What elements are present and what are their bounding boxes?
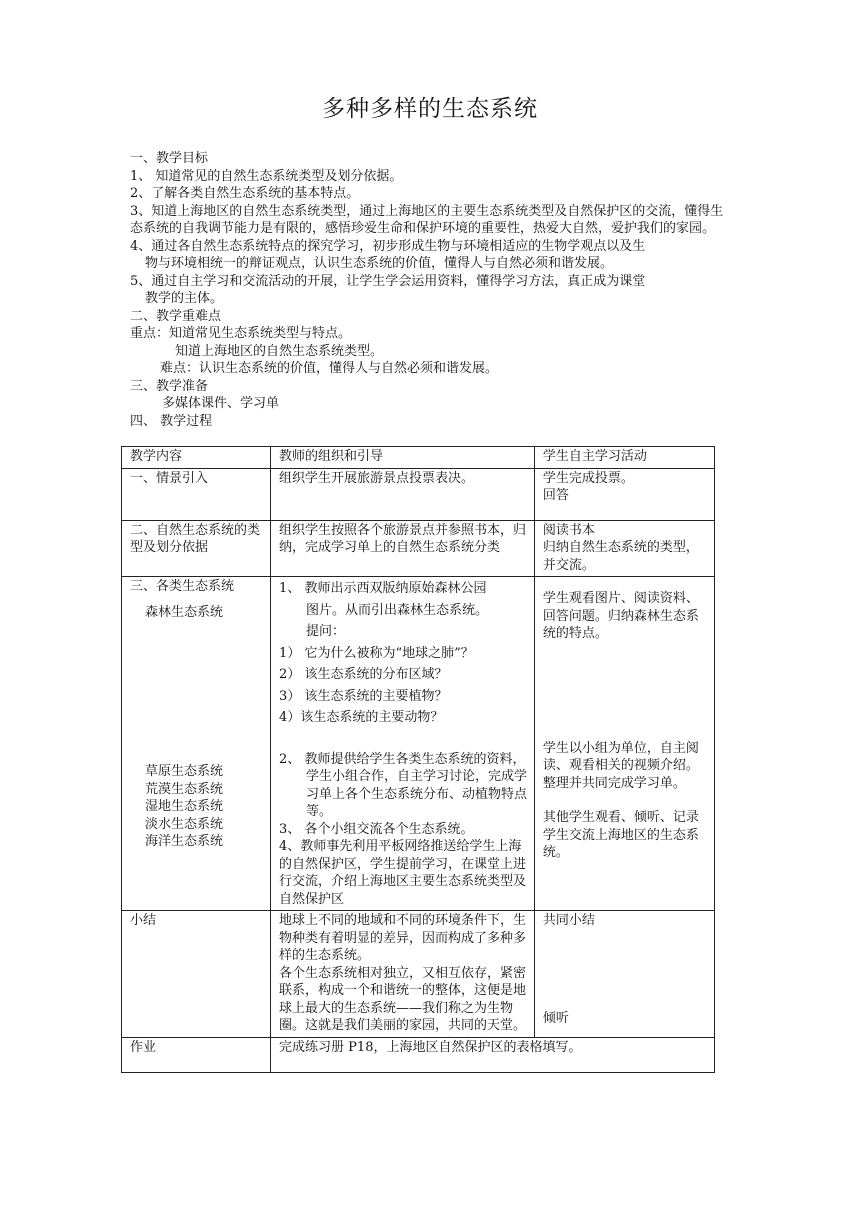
column-header: 教师的组织和引导 [271, 447, 535, 469]
goal-item: 5、通过自主学习和交流活动的开展，让学生学会运用资料，懂得学习方法，真正成为课堂 [130, 273, 646, 289]
goal-item: 教学的主体。 [145, 291, 224, 306]
table-cell: 小结 [122, 911, 271, 1038]
key-point: 知道上海地区的自然生态系统类型。 [175, 343, 384, 359]
question-item: 3） 该生态系统的主要植物？ [279, 688, 448, 704]
cell-line: 草原生态系统 [145, 764, 224, 779]
goal-item: 3、知道上海地区的自然生态系统类型，通过上海地区的主要生态系统类型及自然保护区的交流，懂得生态系统的自我调节能力是有限的，感悟珍爱生命和保护环境的重要性，热爱大自然，爱护我们的家园。 [130, 203, 724, 236]
cell-line: 共同小结 [542, 913, 595, 928]
cell-line: 各个生态系统相对独立，又相互依存，紧密联系，构成一个和谐统一的整体，这便是地球上最大的生态系统——我们称之为生物圈。这就是我们美丽的家园，共同的天堂。 [279, 965, 527, 1033]
cell-line: 提问： [306, 624, 346, 639]
table-header-row [122, 447, 715, 469]
cell-line: 海洋生态系统 [145, 834, 224, 849]
table-cell: 作业 [122, 1037, 271, 1072]
cell-line: 荒漠生态系统 [145, 781, 224, 797]
section-heading: 四、 教学过程 [130, 413, 213, 429]
column-header: 教学内容 [122, 447, 271, 469]
section-heading: 二、教学重难点 [130, 308, 222, 324]
cell-line: 4、教师事先利用平板网络推送给学生上海的自然保护区，学生提前学习，在课堂上进行交流，介绍上海地区主要生态系统类型及自然保护区 [279, 839, 527, 907]
goal-item: 4、通过各自然生态系统特点的探究学习，初步形成生物与环境相适应的生物学观点以及生 [130, 238, 646, 254]
cell-line: 三、各类生态系统 [130, 579, 235, 594]
lesson-process-table [121, 446, 715, 1073]
cell-line: 图片。从而引出森林生态系统。 [306, 602, 489, 618]
table-row [122, 468, 715, 520]
table-cell: 完成练习册 P18，上海地区自然保护区的表格填写。 [271, 1037, 715, 1072]
cell-line: 淡水生态系统 [145, 816, 224, 832]
question-item: 1） 它为什么被称为“地球之肺”？ [279, 645, 474, 661]
cell-line: 2、 教师提供给学生各类生态系统的资料，学生小组合作，自主学习讨论，完成学习单上各个生态系统分布、动植物特点等。 [279, 751, 528, 819]
table-row [122, 520, 715, 577]
cell-line: 地球上不同的地域和不同的环境条件下，生物种类有着明显的差异，因而构成了多种多样的生态系统。 [279, 913, 527, 963]
cell-line: 森林生态系统 [145, 604, 224, 620]
goal-item: 物与环境相统一的辩证观点，认识生态系统的价值，懂得人与自然必须和谐发展。 [145, 256, 614, 271]
table-row [122, 911, 715, 1038]
table-cell [122, 577, 271, 911]
cell-line: 阅读书本 [542, 522, 595, 538]
goal-item: 1、 知道常见的自然生态系统类型及划分依据。 [130, 168, 403, 184]
cell-line: 归纳自然生态系统的类型，并交流。 [542, 540, 699, 573]
table-row [122, 577, 715, 911]
column-header: 学生自主学习活动 [534, 447, 714, 469]
table-row [122, 1037, 715, 1072]
cell-line: 学生交流上海地区的生态系统。 [542, 827, 699, 860]
prep-item: 多媒体课件、学习单 [162, 396, 280, 411]
cell-line: 倾听 [542, 1010, 569, 1026]
table-cell: 组织学生开展旅游景点投票表决。 [271, 468, 535, 520]
table-cell [534, 577, 714, 911]
cell-line: 3、 各个小组交流各个生态系统。 [279, 821, 474, 837]
cell-line: 学生以小组为单位，自主阅读、观看相关的视频介绍。整理并共同完成学习单。 [542, 740, 699, 791]
table-cell: 二、自然生态系统的类型及划分依据 [122, 520, 271, 577]
cell-line: 回答 [542, 488, 569, 503]
table-cell: 组织学生按照各个旅游景点并参照书本，归纳，完成学习单上的自然生态系统分类 [271, 520, 535, 577]
table-cell [271, 911, 535, 1038]
table-cell: 一、情景引入 [122, 468, 271, 520]
goal-item: 2、了解各类自然生态系统的基本特点。 [130, 186, 360, 201]
cell-line: 其他学生观看、倾听、记录 [542, 810, 699, 825]
table-cell [271, 577, 535, 911]
question-item: 4）该生态系统的主要动物？ [279, 710, 444, 725]
table-cell [534, 911, 714, 1038]
page-title: 多种多样的生态系统 [322, 96, 538, 122]
table-cell [534, 468, 714, 520]
lesson-intro [130, 150, 732, 430]
section-heading: 一、教学目标 [130, 151, 209, 166]
question-item: 2） 该生态系统的分布区域？ [279, 667, 448, 682]
cell-line: 学生观看图片、阅读资料、回答问题。归纳森林生态系统的特点。 [542, 591, 699, 641]
difficult-point: 难点：认识生态系统的价值，懂得人与自然必须和谐发展。 [160, 361, 499, 376]
cell-line: 湿地生态系统 [145, 799, 224, 814]
table-cell [534, 520, 714, 577]
cell-line: 学生完成投票。 [542, 470, 634, 486]
cell-line: 1、 教师出示西双版纳原始森林公园 [279, 581, 487, 596]
section-heading: 三、教学准备 [130, 378, 209, 394]
key-point: 重点：知道常见生态系统类型与特点。 [130, 326, 352, 341]
